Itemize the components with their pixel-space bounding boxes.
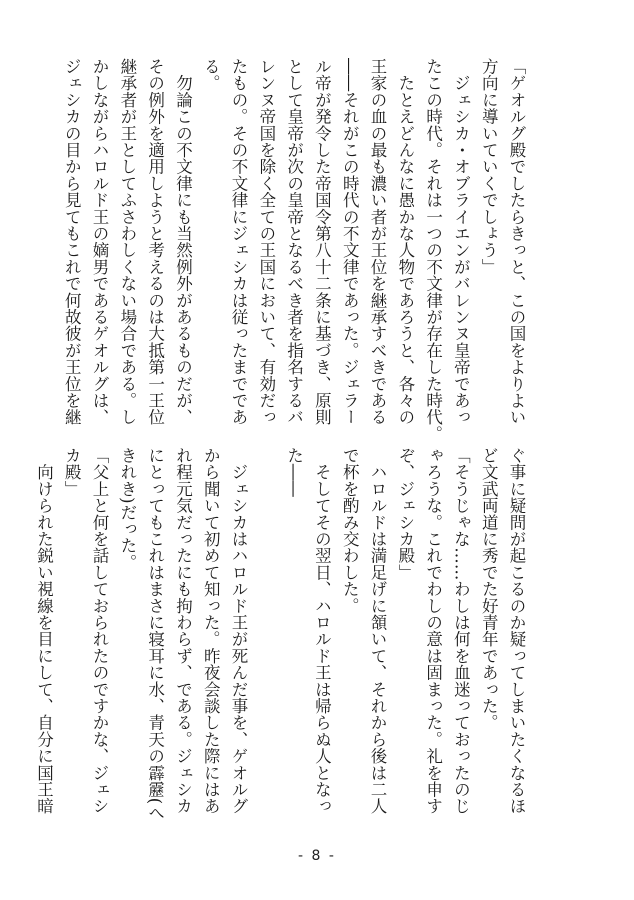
- text-line: にとってもこれはまさに寝耳に水、青天の霹靂(へ: [145, 447, 165, 822]
- text-line: 向けられた鋭い視線を目にして、自分に国王暗: [34, 447, 54, 815]
- text-block-top: [62, 58, 530, 443]
- page-number: - 8 -: [298, 848, 336, 864]
- text-line: ゃろうな。これでわしの意は固まった。礼を申す: [423, 447, 443, 815]
- text-block-bottom: [34, 447, 530, 823]
- text-line: ぞ、ジェシカ殿」: [395, 447, 415, 581]
- text-line: その例外を適用しようと考えるのは大抵第一王位: [145, 58, 165, 426]
- text-line: 「そうじゃな……わしは何を血迷っておったのじ: [451, 447, 471, 815]
- text-line: カ殿」: [62, 447, 82, 498]
- text-line: 方向に導いていくでしょう」: [479, 58, 499, 276]
- text-line: たもの。その不文律にジェシカは従ったまでであ: [229, 58, 249, 426]
- text-line: ジェシカの目から見てもこれで何故彼が王位を継: [62, 58, 82, 426]
- text-line: ジェシカはハロルド王が死んだ事を、ゲオルグ: [229, 447, 249, 815]
- text-line: た――: [284, 447, 304, 498]
- text-line: ど文武両道に秀でた好青年であった。: [479, 447, 499, 731]
- text-line: ジェシカ・オブライエンがバレンヌ皇帝であっ: [451, 58, 471, 426]
- text-line: レンヌ帝国を除く全ての王国において、有効だっ: [256, 58, 276, 426]
- text-line: れ程元気だったにも拘わらず、である。ジェシカ: [173, 447, 193, 815]
- text-line: から聞いて初めて知った。昨夜会談した際にはあ: [201, 447, 221, 815]
- text-line: ル帝が発令した帝国令第八十二条に基づき、原則: [312, 58, 332, 426]
- text-line: きれき)だった。: [117, 447, 137, 571]
- text-line: たとえどんなに愚かな人物であろうと、各々の: [395, 58, 415, 426]
- text-line: 王家の血の最も濃い者が王位を継承すべきである: [368, 58, 388, 426]
- text-line: ハロルドは満足げに頷いて、それから後は二人: [368, 447, 388, 815]
- text-line: る。: [201, 58, 221, 92]
- text-line: そしてその翌日、ハロルド王は帰らぬ人となっ: [312, 447, 332, 815]
- text-line: 「ゲオルグ殿でしたらきっと、この国をよりよい: [507, 58, 526, 426]
- text-line: ぐ事に疑問が起こるのか疑ってしまいたくなるほ: [507, 447, 526, 815]
- blank-line: [252, 447, 280, 823]
- text-line: で杯を酌み交わした。: [340, 447, 360, 614]
- text-line: かしながらハロルド王の嫡男であるゲオルグは、: [90, 58, 110, 426]
- text-line: 継承者が王としてふさわしくない場合である。し: [117, 58, 137, 426]
- text-line: 勿論この不文律にも当然例外があるものだが、: [173, 58, 193, 426]
- text-line: 「父上と何を話しておられたのですかな、ジェシ: [90, 447, 110, 815]
- text-line: たこの時代。それは一つの不文律が存在した時代。: [423, 58, 443, 443]
- text-line: として皇帝が次の皇帝となるべき者を指名するバ: [284, 58, 304, 426]
- text-line: ――それがこの時代の不文律であった。ジェラー: [340, 58, 360, 426]
